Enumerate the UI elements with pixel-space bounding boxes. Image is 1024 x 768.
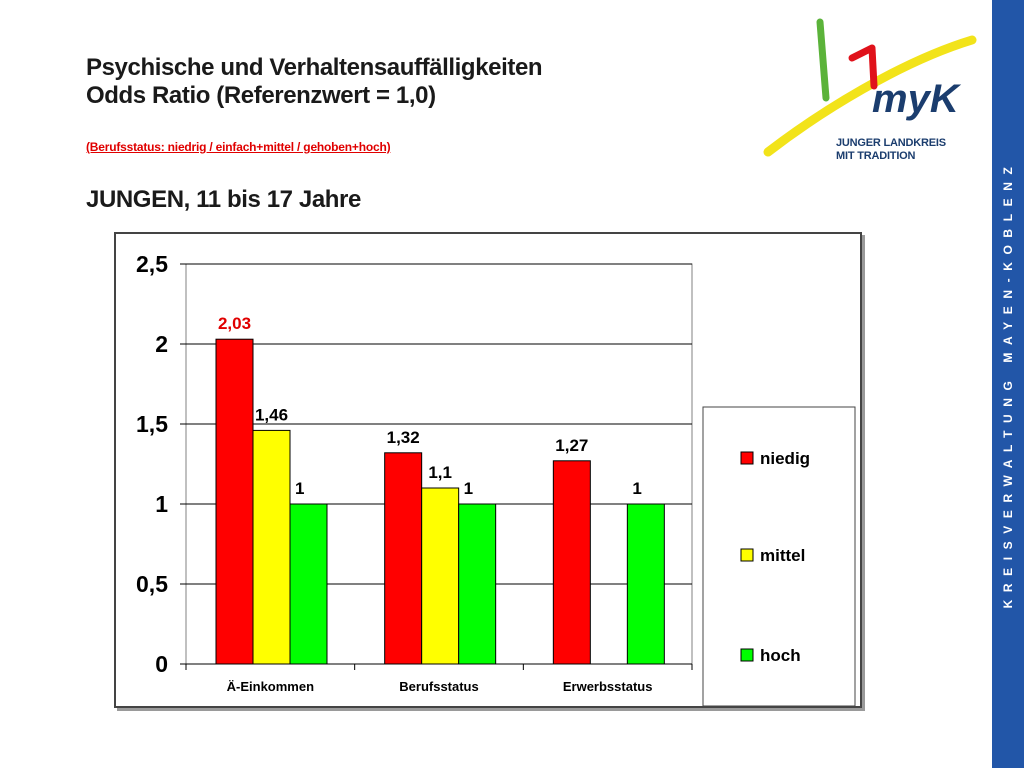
data-label: 1,46 (254, 405, 289, 425)
side-band-text: KREISVERWALTUNG MAYEN-KOBLENZ (1001, 159, 1015, 609)
data-label: 1,27 (555, 435, 589, 455)
bar-mittel (422, 488, 459, 664)
group-heading: JUNGEN, 11 bis 17 Jahre (86, 186, 361, 213)
chart-subtitle: (Berufsstatus: niedrig / einfach+mittel / gehoben+hoch) (86, 140, 391, 154)
y-tick-label: 1 (155, 491, 168, 517)
legend-label-mittel: mittel (760, 546, 806, 565)
logo-tagline-line1: JUNGER LANDKREIS (836, 137, 946, 149)
y-tick-label: 0,5 (136, 571, 168, 597)
y-tick-label: 0 (155, 651, 168, 677)
bar-chart (116, 234, 860, 706)
x-tick-label: Berufsstatus (399, 679, 479, 694)
bar-hoch (627, 504, 664, 664)
y-tick-label: 1,5 (136, 411, 168, 437)
legend-label-niedig: niedig (760, 449, 811, 468)
data-label: 2,03 (217, 314, 252, 334)
logo-tagline (836, 137, 946, 163)
bar-niedig (385, 453, 422, 664)
chart-area (114, 232, 862, 708)
legend-swatch-mittel (741, 549, 753, 561)
logo-green-stroke (820, 22, 826, 98)
x-tick-label: Ä-Einkommen (226, 679, 315, 694)
logo-tagline-line2: MIT TRADITION (836, 150, 916, 162)
y-tick-label: 2 (155, 331, 168, 357)
x-tick-label: Erwerbsstatus (562, 679, 653, 694)
bar-hoch (290, 504, 327, 664)
data-label: 1,1 (428, 463, 452, 482)
data-label: 1 (295, 479, 305, 498)
y-tick-label: 2,5 (136, 251, 168, 277)
chart-title-line1: Psychische und Verhaltensauffälligkeiten (86, 54, 543, 81)
legend-label-hoch: hoch (760, 646, 801, 665)
bar-hoch (459, 504, 496, 664)
legend-swatch-niedig (741, 452, 753, 464)
legend-swatch-hoch (741, 649, 753, 661)
data-label: 1,32 (386, 427, 420, 447)
bar-niedig (216, 339, 253, 664)
logo-red-stroke (852, 48, 874, 86)
bar-mittel (253, 430, 290, 664)
data-label: 1 (463, 479, 474, 498)
data-label: 1 (632, 479, 642, 498)
logo-myk-text: myK (872, 77, 959, 121)
bar-niedig (553, 461, 590, 664)
chart-title-line2: Odds Ratio (Referenzwert = 1,0) (86, 82, 436, 109)
